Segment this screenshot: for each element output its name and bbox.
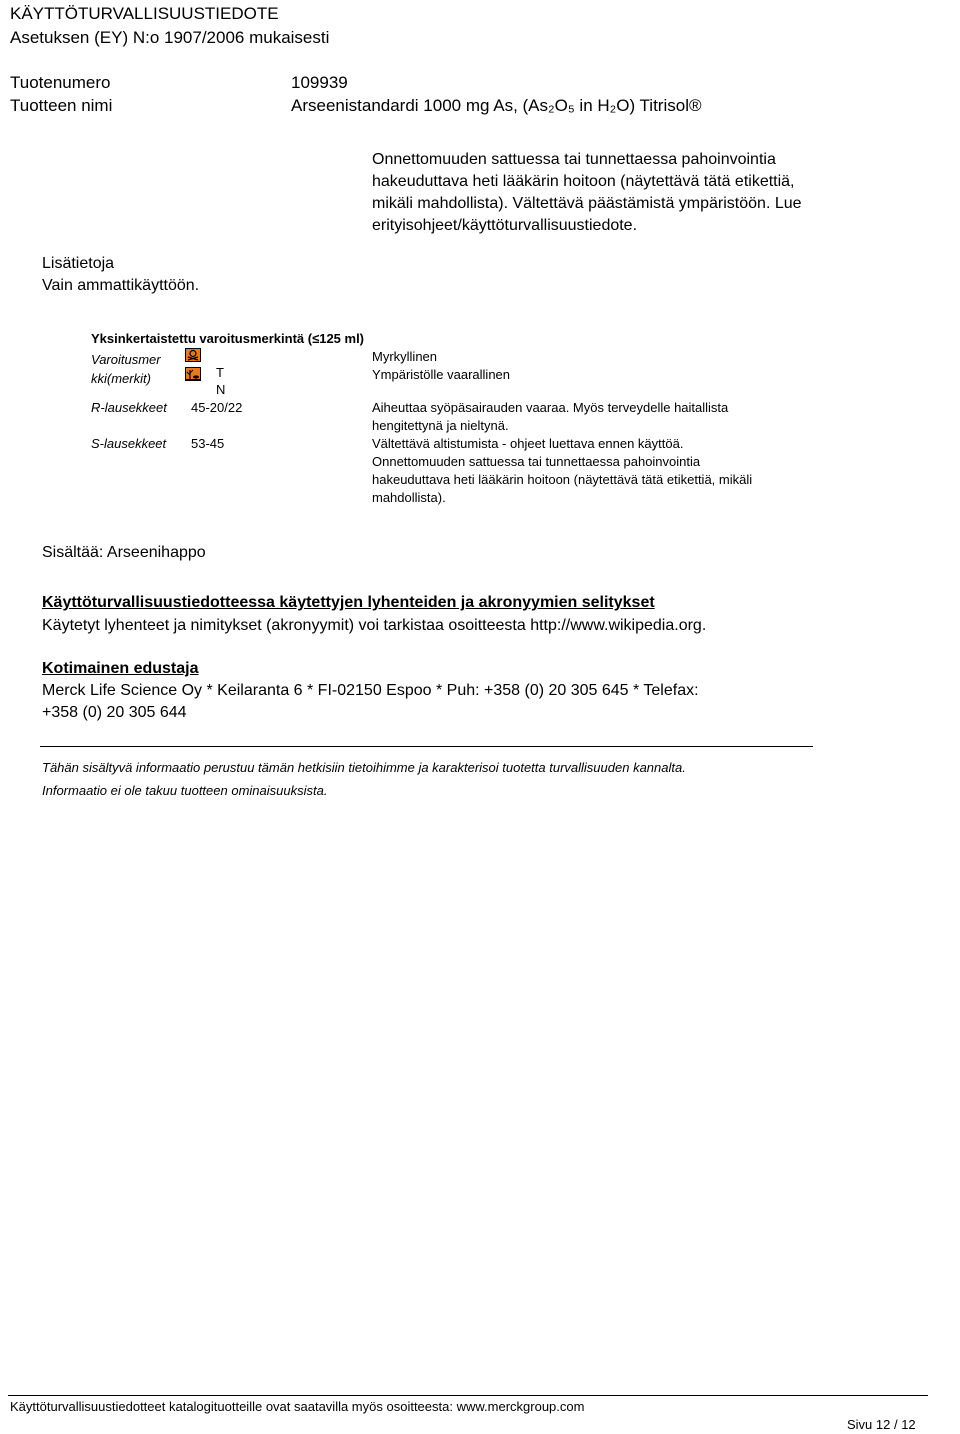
document-subtitle: Asetuksen (EY) N:o 1907/2006 mukaisesti xyxy=(10,28,330,47)
simplified-label-heading: Yksinkertaistettu varoitusmerkintä (≤125 ml) xyxy=(91,331,365,346)
more-info-text: Vain ammattikäyttöön. xyxy=(42,277,200,294)
hazard-symbols-label: Varoitusmer kki(merkit) xyxy=(91,352,161,386)
r-phrases-text: Aiheuttaa syöpäsairauden vaaraa. Myös terveydelle haitallista hengitettynä ja nieltynä. xyxy=(372,400,729,433)
more-info-heading: Lisätietoja xyxy=(42,255,115,272)
symbol-description-n: Ympäristölle vaarallinen xyxy=(372,367,511,382)
acronyms-text: Käytetyt lyhenteet ja nimitykset (akronyymit) voi tarkistaa osoitteesta http://www.wikipedia.org. xyxy=(42,617,707,634)
page-number: Sivu 12 / 12 xyxy=(847,1417,916,1432)
document-title: KÄYTTÖTURVALLISUUSTIEDOTE xyxy=(10,4,279,23)
footer-divider xyxy=(8,1395,928,1396)
section-divider xyxy=(40,746,813,747)
dead-tree-fish-icon xyxy=(185,367,201,381)
r-phrases-label: R-lausekkeet xyxy=(91,400,167,415)
s-phrases-label: S-lausekkeet xyxy=(91,436,167,451)
acronyms-heading: Käyttöturvallisuustiedotteessa käytettyjen lyhenteiden ja akronyymien selitykset xyxy=(42,594,655,611)
representative-text: Merck Life Science Oy * Keilaranta 6 * FI-02150 Espoo * Puh: +358 (0) 20 305 645 * Telefax: +358 (0) 20 305 644 xyxy=(42,682,699,721)
representative-heading: Kotimainen edustaja xyxy=(42,660,199,677)
product-number-label: Tuotenumero xyxy=(10,73,111,92)
contains-text: Sisältää: Arseenihappo xyxy=(42,544,206,561)
product-name-value: Arseenistandardi 1000 mg As, (As₂O₅ in H₂O) Titrisol® xyxy=(291,96,702,115)
disclaimer-line-1: Tähän sisältyvä informaatio perustuu tämän hetkisiin tietoihimme ja karakterisoi tuotetta turvallisuuden kannalta. xyxy=(42,760,686,775)
symbol-code-t: T xyxy=(216,365,224,380)
product-number-value: 109939 xyxy=(291,73,348,92)
symbol-description-t: Myrkyllinen xyxy=(372,349,438,364)
footer-catalog-text: Käyttöturvallisuustiedotteet katalogituotteille ovat saatavilla myös osoitteesta: www.merckgroup.com xyxy=(10,1399,585,1414)
r-phrases-value: 45-20/22 xyxy=(191,400,243,415)
s-phrases-text: Vältettävä altistumista - ohjeet luettava ennen käyttöä. Onnettomuuden sattuessa tai tunnettaessa pahoinvointia hakeuduttava heti lääkärin hoitoon (näytettävä tätä etikettiä, mikäli mahdollista). xyxy=(372,436,753,505)
s-phrases-value: 53-45 xyxy=(191,436,225,451)
product-name-label: Tuotteen nimi xyxy=(10,96,113,115)
disclaimer-line-2: Informaatio ei ole takuu tuotteen ominaisuuksista. xyxy=(42,783,328,798)
first-aid-text: Onnettomuuden sattuessa tai tunnettaessa pahoinvointia hakeuduttava heti lääkärin hoitoon (näytettävä tätä etikettiä, mikäli mahdollista). Vältettävä päästämistä ympäristöön. Lue erityisohjeet/käyttöturvallisuustiedote. xyxy=(372,151,802,234)
symbol-code-n: N xyxy=(216,382,226,397)
toxic-skull-icon xyxy=(185,348,201,362)
